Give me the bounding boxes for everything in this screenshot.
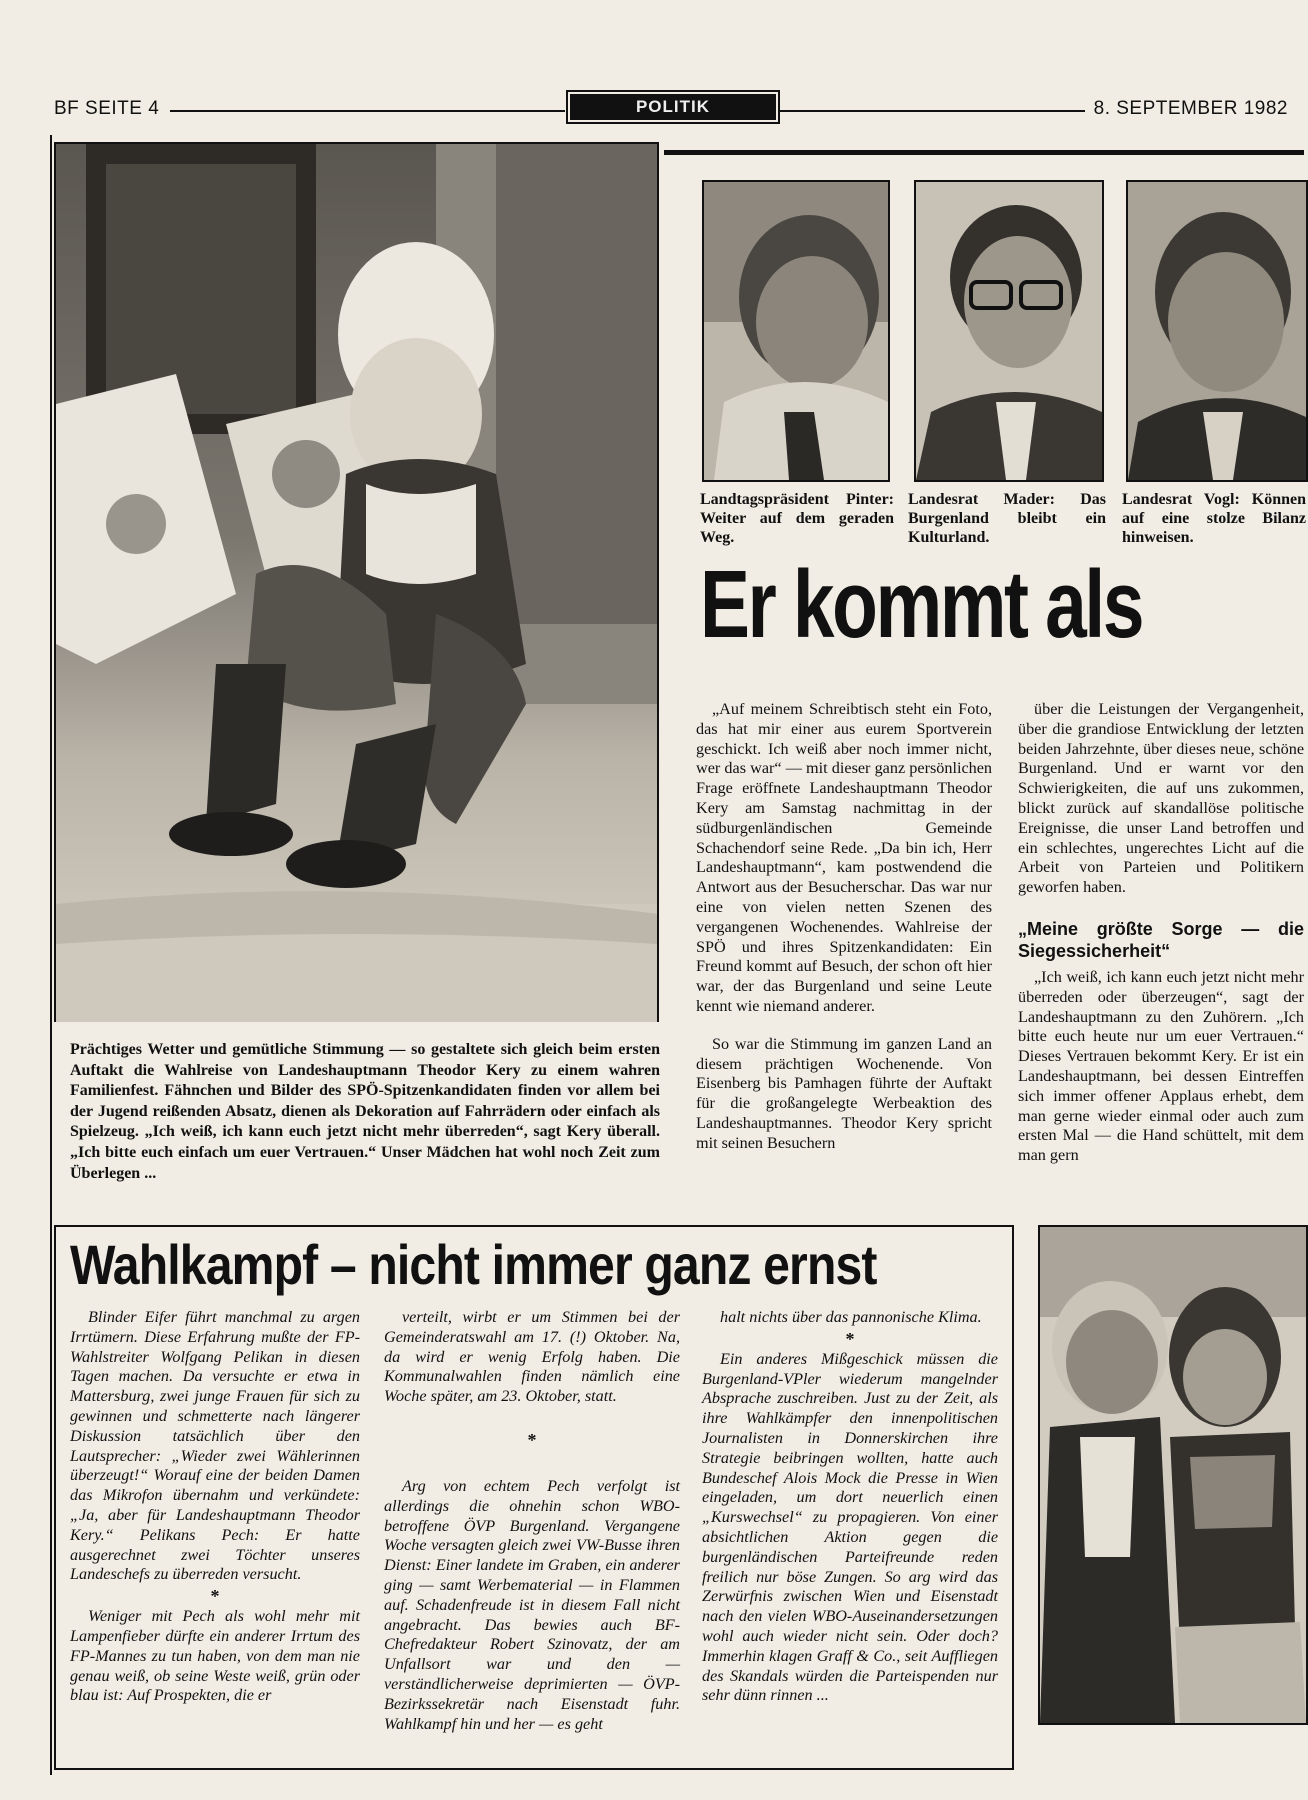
- wahlkampf-column-1: [70, 1308, 360, 1706]
- section-label-box: [566, 90, 780, 124]
- article-column-2: [1018, 700, 1304, 1205]
- article-paragraph: „Ich weiß, ich kann euch jetzt nicht mehr überreden oder überzeugen“, sagt der Landeshauptmann zu den Zuhörern. „Ich bitte euch heute nur um euer Vertrauen.“ Dieses Vertrauen bekommt Kery. Er ist ein Landeshauptmann, bei dessen Eintreffen sich immer offener Applaus erhebt, dem man gerne wieder einmal oder auch zum ersten Mal — die Hand schüttelt, mit dem man gern: [1018, 967, 1304, 1165]
- article-headline: Er kommt als: [700, 551, 1143, 658]
- wahlkampf-headline: Wahlkampf – nicht immer ganz ernst: [70, 1233, 877, 1296]
- separator-star: *: [527, 1429, 537, 1450]
- portrait-caption-pinter: Landtagspräsident Pinter: Weiter auf dem geraden Weg.: [700, 491, 894, 546]
- header-rule-left: [170, 110, 565, 112]
- wahlkampf-paragraph: Arg von echtem Pech verfolgt ist allerdings die ohnehin schon WBO-betroffene ÖVP Burgenland. Vergangene Woche versagten gleich zwei VW-Busse ihren Dienst: Einer landete im Graben, ein anderer ging — samt Werbematerial — in Flammen auf. Schadenfreude ist in diesem Fall nicht angebracht. Das bewies auch BF-Chefredakteur Robert Szinovatz, der am Unfallsort war und den — verständlicherweise deprimierten — ÖVP-Bezirkssekretär nach Eisenstadt fuhr. Wahlkampf hin und her — es geht: [384, 1476, 680, 1733]
- separator-star: *: [210, 1586, 220, 1607]
- wahlkampf-column-2: [384, 1308, 680, 1734]
- article-paragraph: So war die Stimmung im ganzen Land an diesem prächtigen Wochenende. Von Eisenberg bis Pamhagen führte der Auftakt für die großangelegte Werbeaktion des Landeshauptmannes. Theodor Kery spricht mit seinen Besuchern: [696, 1034, 992, 1152]
- page-left-rule: [50, 135, 52, 1775]
- page-number: BF SEITE 4: [54, 98, 160, 119]
- wahlkampf-paragraph: halt nichts über das pannonische Klima.: [720, 1308, 982, 1326]
- portrait-caption-mader: Landesrat Mader: Das Burgenland bleibt ein Kulturland.: [908, 491, 1106, 546]
- separator-star: *: [845, 1328, 855, 1349]
- wahlkampf-paragraph: Ein anderes Mißgeschick müssen die Burgenland-VPler wiederum mangelnder Absprache zuschreiben. Just zu der Zeit, als ihre Wahlkämpfer den innenpolitischen Journalisten in Donnerskirchen ihre Strategie beibringen wollten, hatte auch Bundeschef Alois Mock die Presse in Wien eingeladen, um dort neuerlich einen „Kurswechsel“ zu propagieren. Von einer absichtlichen Aktion gegen die burgenländischen Parteifreunde reden freilich nur böse Zungen. So arg wird das Zerwürfnis zwischen Wien und Eisenstadt nach den vielen WBO-Auseinandersetzungen wohl auch wieder nicht sein. Oder doch? Immerhin klagen Graff & Co., seit Auffliegen des Skandals würden die Parteispenden nur sehr dünn rinnen ...: [702, 1349, 998, 1705]
- portrait-vogl: [1126, 180, 1308, 482]
- article-paragraph: über die Leistungen der Vergangenheit, über die grandiose Entwicklung der letzten beiden Jahrzehnte, über dieses neue, schöne Burgenland. Und er warnt vor den Schwierigkeiten, die auf uns zukommen, blickt zurück auf skandallöse politische Ereignisse, die unser Land betroffen und ein schlechtes, ungerechtes Licht auf die Arbeit von Parteien und Politikern geworfen haben.: [1018, 700, 1304, 897]
- article-column-1: [696, 700, 992, 1154]
- article-paragraph: „Auf meinem Schreibtisch steht ein Foto, das hat mir einer aus eurem Sportverein geschickt. Ich weiß aber noch immer nicht, wer das war“ — mit dieser ganz persönlichen Frage eröffnete Landeshauptmann Theodor Kery am Samstag nachmittag in der südburgenländischen Gemeinde Schachendorf seine Rede. „Da bin ich, Herr Landeshauptmann“, kam postwendend die Antwort aus der Besucherschar. Das war nur eine von vielen netten Szenen des vergangenen Wochenendes. Wahlreise der SPÖ und ihres Spitzenkandidaten: Ein Freund kommt auf Besuch, der schon oft hier war, der das Burgenland und seine Leute kennt wie niemand anderer.: [696, 700, 992, 1015]
- header-rule-right: [780, 110, 1085, 112]
- wahlkampf-paragraph: verteilt, wirbt er um Stimmen bei der Gemeinderatswahl am 17. (!) Oktober. Na, da wird er wenig Erfolg haben. Die Kommunalwahlen finden nämlich eine Woche später, am 23. Oktober, statt.: [384, 1308, 680, 1406]
- photo-children-in-costume: [1038, 1225, 1308, 1725]
- article-top-rule: [664, 150, 1304, 155]
- portrait-mader: [914, 180, 1104, 482]
- article-subhead: „Meine größte Sorge — die Siegessicherheit“: [1018, 918, 1304, 961]
- portrait-caption-vogl: Landesrat Vogl: Können auf eine stolze Bilanz hinweisen.: [1122, 491, 1306, 546]
- portrait-pinter: [702, 180, 890, 482]
- main-photo-girl-with-flag: [56, 144, 657, 1022]
- main-photo-caption: Prächtiges Wetter und gemütliche Stimmung — so gestaltete sich gleich beim ersten Auftakt die Wahlreise von Landeshauptmann Theodor Kery zu einem wahren Familienfest. Fähnchen und Bilder des SPÖ-Spitzenkandidaten finden vor allem bei der Jugend reißenden Absatz, dienen als Dekoration auf Fahrrädern oder einfach als Spielzeug. „Ich weiß, ich kann euch jetzt nicht mehr überreden“, sagt Kery überall. „Ich bitte euch einfach um euer Vertrauen.“ Unser Mädchen hat wohl noch Zeit zum Überlegen ...: [70, 1041, 660, 1182]
- wahlkampf-paragraph: Blinder Eifer führt manchmal zu argen Irrtümern. Diese Erfahrung mußte der FP-Wahlstreiter Wolfgang Pelikan in diesen Tagen machen. Da versuchte er etwa in Mattersburg, zwei junge Frauen für sich zu gewinnen und schmetterte nach längerer Diskussion tatsächlich über den Lautsprecher: „Wieder zwei Wählerinnen überzeugt!“ Worauf eine der beiden Damen das Mikrofon übernahm und verkündete: „Ja, aber für Landeshauptmann Theodor Kery.“ Pelikans Pech: Er hatte ausgerechnet zwei Töchter unseres Landeschefs zu überreden versucht.: [70, 1308, 360, 1584]
- section-label: POLITIK: [570, 94, 776, 120]
- wahlkampf-column-3: [702, 1308, 998, 1706]
- wahlkampf-paragraph: Weniger mit Pech als wohl mehr mit Lampenfieber dürfte ein anderer Irrtum des FP-Mannes zu tun haben, von dem man nie genau weiß, ob seine Weste weiß, grün oder blau ist: Auf Prospekten, die er: [70, 1607, 360, 1705]
- issue-date: 8. SEPTEMBER 1982: [1093, 98, 1288, 119]
